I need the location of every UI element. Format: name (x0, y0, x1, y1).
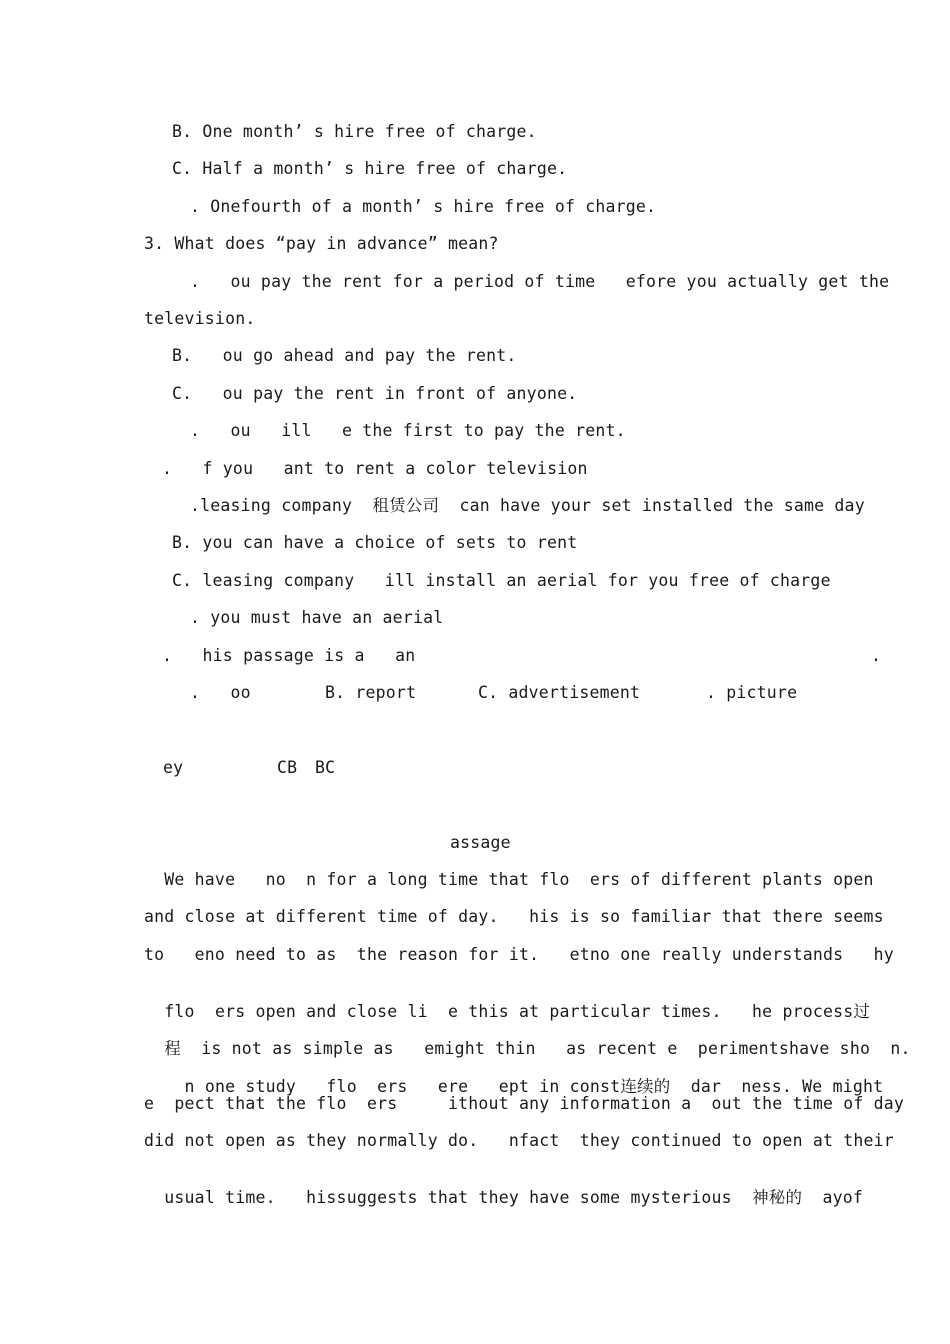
passage-line (144, 1168, 863, 1208)
chinese-gloss: 连续的 (620, 1077, 671, 1096)
chinese-gloss: 过 (853, 1002, 871, 1021)
q3-option-a-line1: . ou pay the rent for a period of time efore you actually get the (190, 272, 890, 291)
q3-option-c: C. ou pay the rent in front of anyone. (172, 384, 578, 403)
q5-option-d: . picture (706, 683, 798, 702)
q5-option-a: . oo (190, 683, 251, 702)
passage-line-text: usual time. hissuggests that they have some mysterious (164, 1188, 732, 1207)
q2-option-d: . Onefourth of a month’ s hire free of charge. (190, 197, 657, 216)
answer-key-label: ey (163, 758, 184, 777)
passage-line-text: is not as simple as emight thin as recent e perimentshave sho n. (180, 1039, 911, 1058)
q2-option-b: B. One month’ s hire free of charge. (172, 122, 537, 141)
q4-option-a: .leasing company 租赁公司 can have your set installed the same day (190, 496, 865, 515)
q2-option-c: C. Half a month’ s hire free of charge. (172, 159, 568, 178)
q3-option-a-line2: television. (144, 309, 256, 328)
passage-line-text: n one study flo ers ere ept in const (164, 1077, 621, 1096)
q4-option-b: B. you can have a choice of sets to rent (172, 533, 578, 552)
chinese-gloss: 神秘的 (752, 1188, 803, 1207)
q3-option-b: B. ou go ahead and pay the rent. (172, 346, 517, 365)
passage-line-text: ayof (802, 1188, 863, 1207)
q3-option-d: . ou ill e the first to pay the rent. (190, 421, 626, 440)
passage-line-text: dar ness. We might (670, 1077, 884, 1096)
answer-key-group-1: CB (277, 758, 298, 777)
chinese-gloss: 程 (164, 1039, 181, 1058)
passage-line: e pect that the flo ers ithout any information a out the time of day (144, 1094, 905, 1113)
passage-line (144, 1057, 883, 1097)
passage-line: to eno need to as the reason for it. etno one really understands hy (144, 945, 894, 964)
q3-question: 3. What does “pay in advance” mean? (144, 234, 499, 253)
passage-line-text: flo ers open and close li e this at particular times. he process (164, 1002, 854, 1021)
passage-line: We have no n for a long time that flo ers of different plants open (144, 870, 874, 889)
passage-line (144, 1019, 911, 1059)
q5-end-mark: . (871, 646, 882, 665)
passage-line (144, 982, 870, 1022)
passage-line: and close at different time of day. his is so familiar that there seems (144, 907, 884, 926)
q5-option-c: C. advertisement (478, 683, 641, 702)
q5-question: . his passage is a an (162, 646, 416, 665)
q4-option-c: C. leasing company ill install an aerial for you free of charge (172, 571, 831, 590)
answer-key-group-2: BC (315, 758, 336, 777)
passage-line: did not open as they normally do. nfact they continued to open at their (144, 1131, 894, 1150)
q5-option-b: B. report (325, 683, 417, 702)
q4-option-d: . you must have an aerial (190, 608, 444, 627)
q4-question: . f you ant to rent a color television (162, 459, 588, 478)
passage-title: assage (450, 833, 511, 852)
